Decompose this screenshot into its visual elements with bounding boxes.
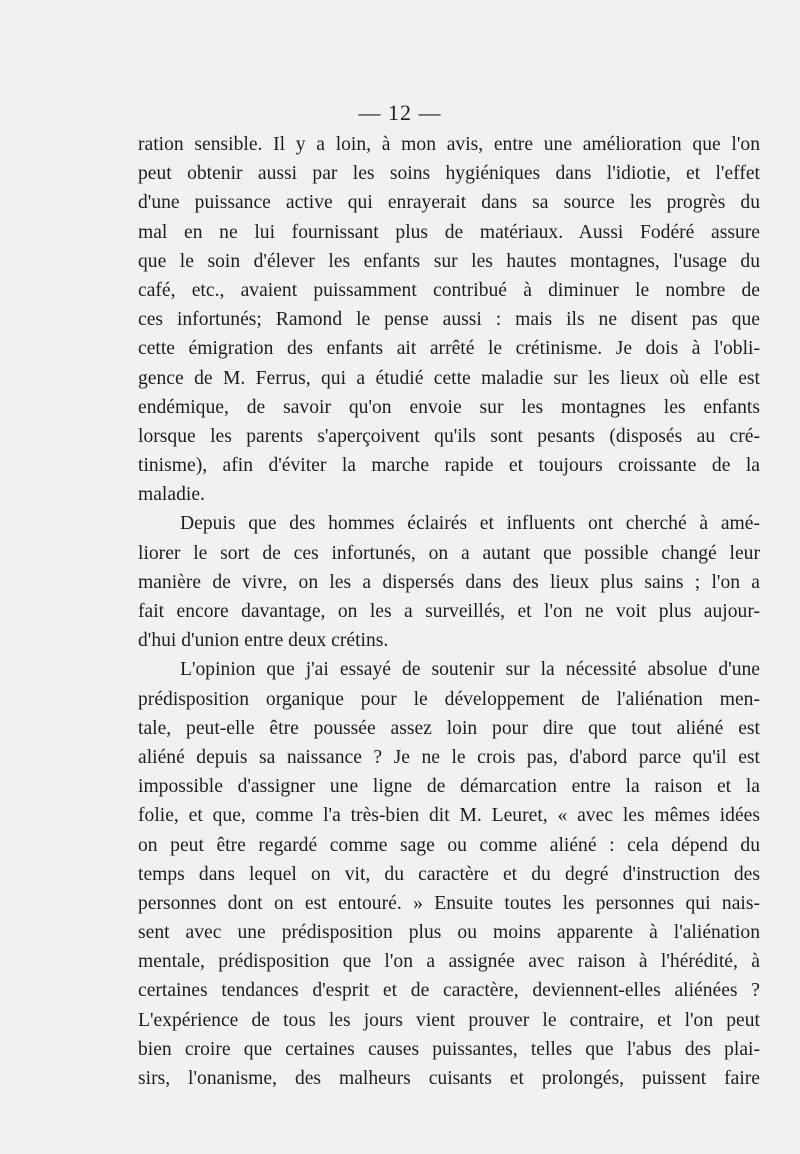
paragraph-p1	[138, 130, 760, 509]
text-line: cette émigration des enfants ait arrêté le crétinisme. Je dois à l'obli-	[138, 338, 760, 360]
text-line: folie, et que, comme l'a très-bien dit M. Leuret, « avec les mêmes idées	[138, 805, 760, 827]
text-line: sent avec une prédisposition plus ou moins apparente à l'aliénation	[138, 922, 760, 944]
text-line: tinisme), afin d'éviter la marche rapide et toujours croissante de la	[138, 455, 760, 477]
text-line: L'opinion que j'ai essayé de soutenir sur la nécessité absolue d'une	[180, 659, 760, 681]
text-line: L'expérience de tous les jours vient prouver le contraire, et l'on peut	[138, 1009, 760, 1031]
text-line: certaines tendances d'esprit et de caractère, deviennent-elles aliénées ?	[138, 980, 760, 1002]
text-line: que le soin d'élever les enfants sur les hautes montagnes, l'usage du	[138, 250, 760, 272]
text-line: endémique, de savoir qu'on envoie sur les montagnes les enfants	[138, 396, 760, 418]
page-number: — 12 —	[358, 100, 442, 125]
text-line: Depuis que des hommes éclairés et influents ont cherché à amé-	[180, 513, 760, 535]
text-line: personnes dont on est entouré. » Ensuite toutes les personnes qui nais-	[138, 892, 760, 914]
text-line: café, etc., avaient puissamment contribué à diminuer le nombre de	[138, 279, 760, 301]
text-line: prédisposition organique pour le développement de l'aliénation men-	[138, 688, 760, 710]
text-line: ces infortunés; Ramond le pense aussi : mais ils ne disent pas que	[138, 309, 760, 331]
text-line: tale, peut-elle être poussée assez loin pour dire que tout aliéné est	[138, 717, 760, 739]
text-line: maladie.	[138, 484, 205, 506]
text-line: d'hui d'union entre deux crétins.	[138, 630, 389, 652]
text-line: fait encore davantage, on les a surveillés, et l'on ne voit plus aujour-	[138, 601, 760, 622]
text-line: bien croire que certaines causes puissantes, telles que l'abus des plai-	[138, 1038, 760, 1060]
paragraph-p3	[138, 655, 760, 1093]
text-line: mal en ne lui fournissant plus de matériaux. Aussi Fodéré assure	[138, 221, 760, 243]
text-line: impossible d'assigner une ligne de démarcation entre la raison et la	[138, 776, 760, 798]
text-line: temps dans lequel on vit, du caractère et du degré d'instruction des	[138, 863, 760, 885]
text-line: d'une puissance active qui enrayerait dans sa source les progrès du	[138, 192, 760, 214]
text-line: sirs, l'onanisme, des malheurs cuisants et prolongés, puissent faire	[138, 1068, 760, 1089]
text-line: liorer le sort de ces infortunés, on a autant que possible changé leur	[138, 542, 760, 564]
text-line: ration sensible. Il y a loin, à mon avis, entre une amélioration que l'on	[138, 134, 760, 155]
text-line: on peut être regardé comme sage ou comme aliéné : cela dépend du	[138, 834, 760, 856]
text-line: manière de vivre, on les a dispersés dans des lieux plus sains ; l'on a	[138, 571, 760, 593]
text-line: gence de M. Ferrus, qui a étudié cette maladie sur les lieux où elle est	[138, 367, 760, 389]
text-line: peut obtenir aussi par les soins hygiéniques dans l'idiotie, et l'effet	[138, 163, 760, 185]
text-line: mentale, prédisposition que l'on a assignée avec raison à l'hérédité, à	[138, 951, 760, 973]
body-text	[138, 130, 760, 1093]
text-line: aliéné depuis sa naissance ? Je ne le crois pas, d'abord parce qu'il est	[138, 746, 760, 768]
text-line: lorsque les parents s'aperçoivent qu'ils sont pesants (disposés au cré-	[138, 425, 760, 447]
paragraph-p2	[138, 509, 760, 655]
